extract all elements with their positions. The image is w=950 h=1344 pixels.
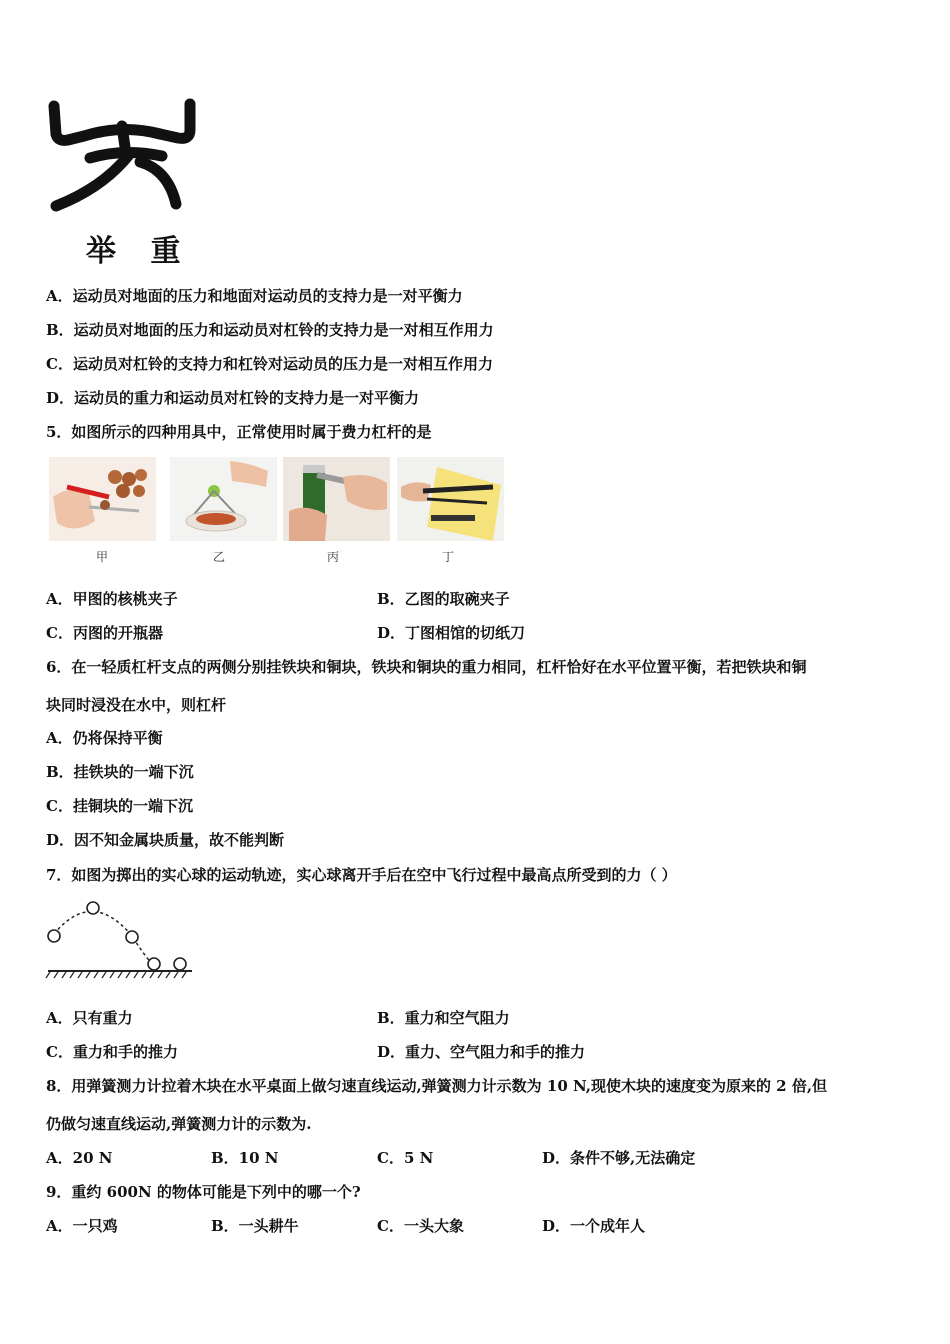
q5-stem: 5．如图所示的四种用具中，正常使用时属于费力杠杆的是	[46, 423, 432, 441]
q6-option-d[interactable]: D．因不知金属块质量，故不能判断	[46, 831, 285, 849]
q6-option-c[interactable]: C．挂铜块的一端下沉	[46, 797, 193, 815]
q9-stem: 9．重约 600N 的物体可能是下列中的哪一个?	[46, 1183, 361, 1201]
q6-option-b[interactable]: B．挂铁块的一端下沉	[46, 763, 194, 781]
q6-option-a[interactable]: A．仍将保持平衡	[46, 729, 163, 747]
q9-option-a[interactable]: A．一只鸡	[46, 1217, 118, 1235]
q8-stem-line1: 8．用弹簧测力计拉着木块在水平桌面上做匀速直线运动,弹簧测力计示数为 10 N,现使木块的速度变为原来的 2 倍,但	[46, 1077, 828, 1095]
q4-option-b[interactable]: B．运动员对地面的压力和运动员对杠铃的支持力是一对相互作用力	[46, 321, 494, 339]
photo-bowl-tongs	[170, 457, 277, 541]
q5-option-c[interactable]: C．丙图的开瓶器	[46, 624, 163, 642]
caption-jia: 甲	[96, 550, 109, 564]
photo-paper-cutter	[397, 457, 504, 541]
q8-option-a[interactable]: A．20 N	[46, 1149, 113, 1167]
q5-option-d[interactable]: D．丁图相馆的切纸刀	[377, 624, 526, 642]
q9-option-d[interactable]: D．一个成年人	[542, 1217, 646, 1235]
q9-option-b[interactable]: B．一头耕牛	[211, 1217, 299, 1235]
photo-walnut-cracker	[49, 457, 156, 541]
q8-option-c[interactable]: C．5 N	[377, 1149, 434, 1167]
q8-option-b[interactable]: B．10 N	[211, 1149, 279, 1167]
caption-bing: 丙	[327, 550, 340, 564]
q8-stem-line2: 仍做匀速直线运动,弹簧测力计的示数为.	[46, 1115, 312, 1133]
q5-option-a[interactable]: A．甲图的核桃夹子	[46, 590, 178, 608]
caption-ding: 丁	[442, 550, 455, 564]
q5-option-b[interactable]: B．乙图的取碗夹子	[377, 590, 510, 608]
weightlifting-pictograph-icon	[44, 96, 200, 216]
q4-option-d[interactable]: D．运动员的重力和运动员对杠铃的支持力是一对平衡力	[46, 389, 420, 407]
q8-option-d[interactable]: D．条件不够,无法确定	[542, 1149, 696, 1167]
caption-yi: 乙	[213, 550, 226, 564]
pictograph-caption: 举 重	[86, 234, 193, 269]
q7-stem: 7．如图为掷出的实心球的运动轨迹，实心球离开手后在空中飞行过程中最高点所受到的力（ ）	[46, 866, 677, 884]
q6-stem-line2: 块同时浸没在水中，则杠杆	[46, 696, 227, 714]
q9-option-c[interactable]: C．一头大象	[377, 1217, 464, 1235]
photo-bottle-opener	[283, 457, 390, 541]
q7-option-b[interactable]: B．重力和空气阻力	[377, 1009, 510, 1027]
q7-option-a[interactable]: A．只有重力	[46, 1009, 133, 1027]
q4-option-c[interactable]: C．运动员对杠铃的支持力和杠铃对运动员的压力是一对相互作用力	[46, 355, 493, 373]
q7-option-d[interactable]: D．重力、空气阻力和手的推力	[377, 1043, 586, 1061]
q6-stem-line1: 6．在一轻质杠杆支点的两侧分别挂铁块和铜块，铁块和铜块的重力相同，杠杆恰好在水平位置平衡，若把铁块和铜	[46, 658, 807, 676]
q7-option-c[interactable]: C．重力和手的推力	[46, 1043, 178, 1061]
q4-option-a[interactable]: A．运动员对地面的压力和地面对运动员的支持力是一对平衡力	[46, 287, 463, 305]
ball-trajectory-diagram	[44, 896, 196, 980]
